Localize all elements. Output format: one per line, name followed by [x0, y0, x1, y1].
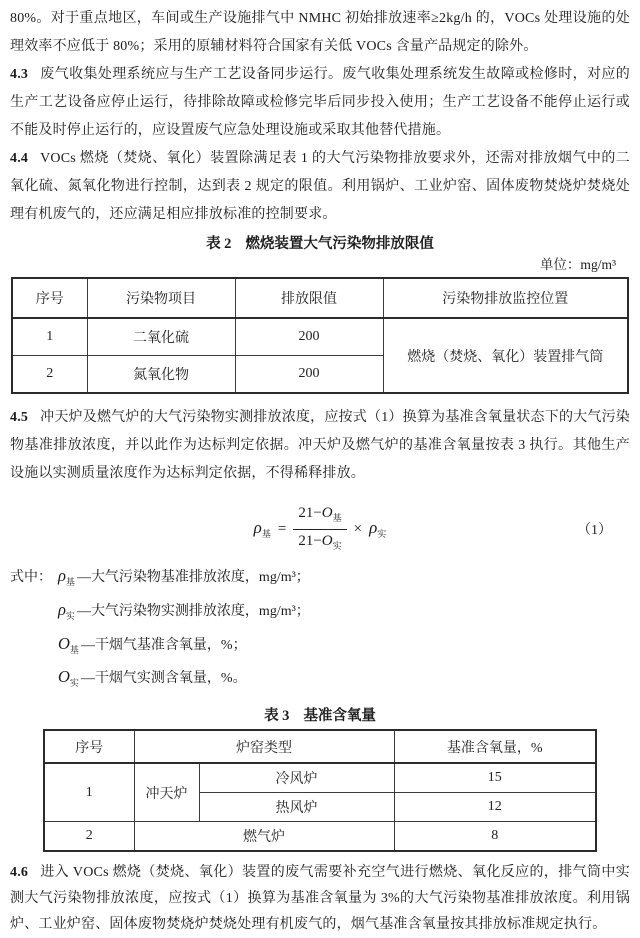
- table3-caption-title: 基准含氧量: [303, 708, 376, 725]
- table3-caption: [10, 705, 630, 727]
- table3-header-cell: 炉窑类型: [134, 730, 394, 763]
- table2-cell-no: 2: [12, 356, 87, 394]
- formula-rhs: [369, 518, 386, 540]
- legend-label: 式中：: [10, 570, 52, 585]
- legend-term: [58, 630, 247, 664]
- subscript-measured: 实: [332, 540, 342, 551]
- formula-lhs: [254, 518, 271, 540]
- equals-sign: =: [277, 520, 287, 537]
- section-4-4: [10, 145, 630, 229]
- fraction: [293, 503, 346, 556]
- numerator-text: 21−: [298, 504, 322, 521]
- legend-term: [58, 663, 247, 697]
- table3-cell-variant: 冷风炉: [199, 763, 394, 793]
- multiply-sign: ×: [353, 520, 363, 537]
- equation-number: （1）: [577, 523, 612, 538]
- table2-header-cell: 序号: [12, 278, 87, 318]
- section-number: 4.4: [10, 151, 29, 166]
- table2-caption-label: 表 2: [206, 236, 232, 252]
- oxygen-symbol: O: [58, 633, 70, 653]
- section-text: 废气收集处理系统应与生产工艺设备同步运行。废气收集处理系统发生故障或检修时，对应的生产工艺设备应停止运行，待排除故障或检修完毕后同步投入使用；生产工艺设备不能停止运行或不能及时停止运行的，应设置废气应急处理设施或采取其他替代措施。: [10, 67, 630, 138]
- equation-body: [254, 503, 387, 556]
- legend-line: [10, 562, 630, 596]
- formula-legend: [10, 562, 630, 697]
- legend-term: [58, 562, 310, 596]
- table2-cell-pollutant: 氮氧化物: [87, 356, 235, 394]
- table3-header-cell: 序号: [44, 730, 134, 763]
- table2-cell-no: 1: [12, 318, 87, 356]
- oxygen-symbol: O: [321, 532, 333, 549]
- legend-term: [58, 596, 310, 630]
- subscript-measured: 实: [377, 529, 387, 540]
- rho-symbol: ρ: [369, 517, 378, 537]
- section-text: 进入 VOCs 燃烧（焚烧、氧化）装置的废气需要补充空气进行燃烧、氧化反应的，排气筒中实测大气污染物排放浓度，应按式（1）换算为基准含氧量为 3%的大气污染物基准排放浓度。利用锅炉、工业炉窑、固体废物焚烧炉焚烧处理有机废气的，烟气基准含氧量按其排放标准规定执行。: [10, 865, 630, 933]
- paragraph-continuation: [10, 5, 630, 61]
- table2-cell-pollutant: 二氧化硫: [87, 318, 235, 356]
- subscript-measured: 实: [65, 610, 75, 621]
- paragraph-text: 80%。对于重点地区，车间或生产设施排气中 NMHC 初始排放速率≥2kg/h 的，VOCs 处理设施的处理效率不应低于 80%；采用的原辅材料符合国家有关低 VOCs 含量产品规定的除外。: [10, 11, 630, 54]
- table3-cell-no: 1: [44, 763, 134, 822]
- subscript-base: 基: [261, 529, 271, 540]
- table3-cell-no: 2: [44, 822, 134, 852]
- rho-symbol: ρ: [58, 599, 66, 619]
- fraction-denominator: [298, 530, 341, 556]
- table2: [11, 277, 629, 394]
- table2-header-cell: 排放限值: [235, 278, 383, 318]
- table3-cell-oxygen: 12: [394, 793, 596, 822]
- table3-row: [44, 822, 596, 852]
- section-4-5: [10, 404, 630, 488]
- table2-caption-title: 燃烧装置大气污染物排放限值: [245, 236, 434, 252]
- table2-row: [12, 318, 628, 356]
- section-4-3: [10, 61, 630, 145]
- term-description: —大气污染物实测排放浓度，mg/m³；: [76, 603, 310, 619]
- section-text: 冲天炉及燃气炉的大气污染物实测排放浓度，应按式（1）换算为基准含氧量状态下的大气污染物基准排放浓度，并以此作为达标判定依据。冲天炉及燃气炉的基准含氧量按表 3 执行。其他生产设施以实测质量浓度作为达标判定依据，不得稀释排放。: [10, 410, 630, 481]
- subscript-base: 基: [332, 512, 342, 523]
- section-4-6: [10, 860, 630, 938]
- legend-line: [10, 630, 630, 664]
- table2-header-row: [12, 278, 628, 318]
- oxygen-symbol: O: [321, 504, 333, 521]
- table3-header-cell: 基准含氧量，%: [394, 730, 596, 763]
- term-description: —干烟气实测含氧量，%。: [80, 671, 247, 687]
- section-number: 4.5: [10, 410, 29, 425]
- oxygen-symbol: O: [58, 667, 70, 687]
- table3-header-row: [44, 730, 596, 763]
- table2-caption: [10, 233, 630, 255]
- subscript-measured: 实: [69, 678, 79, 689]
- rho-symbol: ρ: [58, 566, 66, 585]
- table2-cell-monitor-location: 燃烧（焚烧、氧化）装置排气筒: [383, 318, 628, 393]
- legend-line: [10, 663, 630, 697]
- denominator-text: 21−: [298, 532, 322, 549]
- legend-line: [10, 596, 630, 630]
- table2-header-cell: 污染物排放监控位置: [383, 278, 628, 318]
- table3-caption-label: 表 3: [264, 708, 290, 725]
- table3: [43, 729, 597, 852]
- section-text: VOCs 燃烧（焚烧、氧化）装置除满足表 1 的大气污染物排放要求外，还需对排放烟气中的二氧化硫、氮氧化物进行控制，达到表 2 规定的限值。利用锅炉、工业炉窑、固体废物焚烧炉焚烧处理有机废气的，还应满足相应排放标准的控制要求。: [10, 151, 630, 222]
- table2-cell-limit: 200: [235, 318, 383, 356]
- term-description: —干烟气基准含氧量，%；: [80, 637, 247, 653]
- subscript-base: 基: [65, 576, 75, 587]
- table3-cell-furnace: 冲天炉: [134, 763, 199, 822]
- fraction-numerator: [293, 503, 346, 530]
- table2-header-cell: 污染物项目: [87, 278, 235, 318]
- section-number: 4.6: [10, 865, 29, 881]
- table3-cell-furnace: 燃气炉: [134, 822, 394, 852]
- subscript-base: 基: [69, 644, 79, 655]
- table3-row: [44, 763, 596, 793]
- table2-cell-limit: 200: [235, 356, 383, 394]
- term-description: —大气污染物基准排放浓度，mg/m³；: [76, 570, 310, 585]
- table3-cell-variant: 热风炉: [199, 793, 394, 822]
- section-number: 4.3: [10, 67, 29, 82]
- rho-symbol: ρ: [253, 517, 262, 537]
- table3-cell-oxygen: 8: [394, 822, 596, 852]
- equation-1: [10, 500, 630, 558]
- table3-cell-oxygen: 15: [394, 763, 596, 793]
- table2-unit-label: 单位：mg/m³: [539, 257, 616, 272]
